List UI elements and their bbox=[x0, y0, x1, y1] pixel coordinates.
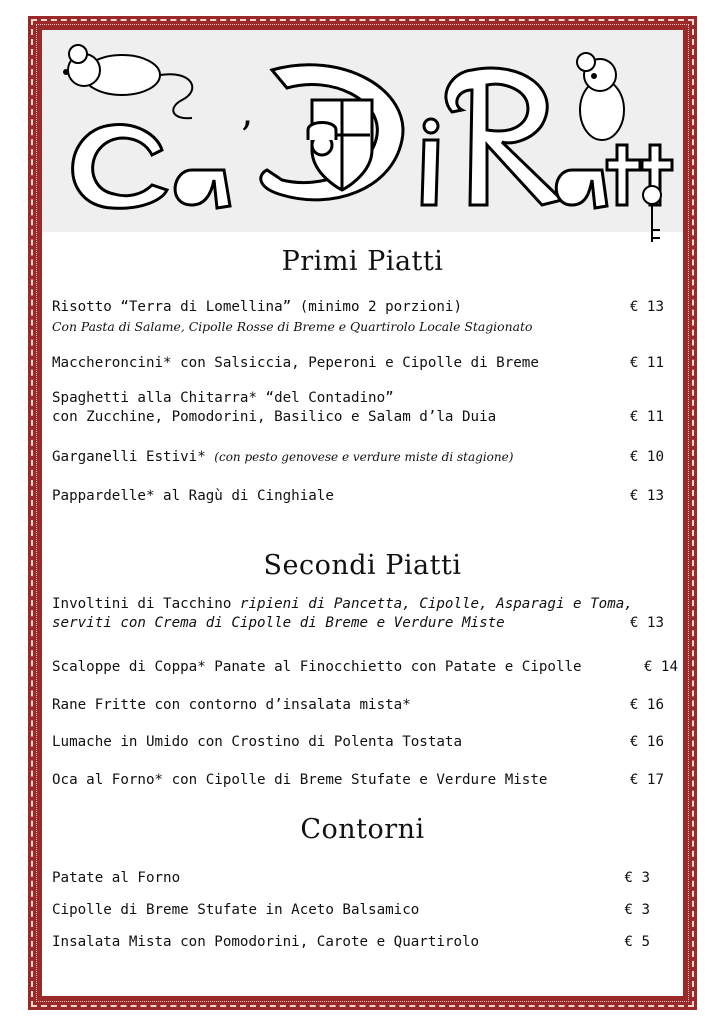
item-name: Risotto “Terra di Lomellina” (minimo 2 porzioni) bbox=[52, 299, 462, 315]
item-price: € 13 bbox=[629, 488, 664, 504]
item-name: Involtini di Tacchino bbox=[52, 596, 240, 612]
menu-item-oca bbox=[52, 771, 664, 790]
item-price: € 5 bbox=[624, 934, 650, 950]
menu-item-patate bbox=[52, 869, 664, 888]
item-name: Patate al Forno bbox=[52, 870, 181, 886]
item-price: € 3 bbox=[624, 870, 650, 886]
menu-item-maccheroncini bbox=[52, 354, 664, 373]
section-title-contorni: Contorni bbox=[300, 814, 425, 845]
item-price: € 10 bbox=[629, 449, 664, 465]
item-price: € 13 bbox=[629, 615, 664, 631]
menu-item-insalata bbox=[52, 933, 664, 952]
letter-a-shape bbox=[175, 170, 230, 208]
letter-a2-shape bbox=[556, 170, 607, 208]
item-name: Lumache in Umido con Crostino di Polenta Tostata bbox=[52, 734, 462, 750]
letter-r-shape bbox=[446, 68, 562, 205]
item-name-line1: Spaghetti alla Chitarra* “del Contadino” bbox=[52, 390, 394, 406]
logo-artwork bbox=[42, 30, 683, 250]
item-name: Rane Fritte con contorno d’insalata mista* bbox=[52, 697, 411, 713]
section-title-primi: Primi Piatti bbox=[281, 246, 444, 277]
item-name: Pappardelle* al Ragù di Cinghiale bbox=[52, 488, 334, 504]
menu-item-lumache bbox=[52, 733, 664, 752]
item-price: € 16 bbox=[629, 697, 664, 713]
item-price: € 11 bbox=[629, 355, 664, 371]
menu-item-spaghetti bbox=[52, 389, 664, 427]
item-price: € 3 bbox=[624, 902, 650, 918]
letter-t1-shape bbox=[607, 145, 640, 205]
logo-apostrophe: ’ bbox=[240, 114, 253, 160]
logo-banner bbox=[42, 30, 683, 232]
item-price: € 14 bbox=[643, 659, 678, 675]
key-icon bbox=[643, 186, 661, 242]
menu-item-scaloppe bbox=[52, 658, 678, 677]
item-name: Cipolle di Breme Stufate in Aceto Balsamico bbox=[52, 902, 420, 918]
item-note: (con pesto genovese e verdure miste di stagione) bbox=[214, 450, 514, 464]
item-description: Con Pasta di Salame, Cipolle Rosse di Breme e Quartirolo Locale Stagionato bbox=[52, 319, 533, 334]
menu-item-cipolle bbox=[52, 901, 664, 920]
item-name: Maccheroncini* con Salsiccia, Peperoni e Cipolle di Breme bbox=[52, 355, 539, 371]
item-price: € 16 bbox=[629, 734, 664, 750]
item-name: Garganelli Estivi* bbox=[52, 449, 215, 465]
menu-item-risotto bbox=[52, 298, 664, 336]
menu-item-garganelli bbox=[52, 448, 664, 467]
item-price: € 17 bbox=[629, 772, 664, 788]
mouse-right-icon bbox=[577, 53, 624, 140]
mouse-left-icon bbox=[64, 45, 192, 118]
item-price: € 11 bbox=[629, 409, 664, 425]
shield-lock-icon bbox=[261, 65, 403, 200]
item-description-line1: ripieni di Pancetta, Cipolle, Asparagi e Toma, bbox=[239, 596, 633, 612]
item-name: Insalata Mista con Pomodorini, Carote e Quartirolo bbox=[52, 934, 480, 950]
menu-item-rane bbox=[52, 696, 664, 715]
letter-i-shape bbox=[422, 140, 438, 205]
letter-c-shape bbox=[73, 125, 167, 209]
item-price: € 13 bbox=[629, 299, 664, 315]
section-title-secondi: Secondi Piatti bbox=[263, 550, 462, 581]
item-name-line2: con Zucchine, Pomodorini, Basilico e Salam d’la Duia bbox=[52, 409, 497, 425]
item-name: Scaloppe di Coppa* Panate al Finocchietto con Patate e Cipolle bbox=[52, 659, 582, 675]
item-description-line2: serviti con Crema di Cipolle di Breme e Verdure Miste bbox=[52, 615, 505, 631]
menu-frame bbox=[28, 16, 697, 1010]
item-name: Oca al Forno* con Cipolle di Breme Stufate e Verdure Miste bbox=[52, 772, 548, 788]
menu-item-pappardelle bbox=[52, 487, 664, 506]
menu-item-involtini bbox=[52, 595, 678, 633]
